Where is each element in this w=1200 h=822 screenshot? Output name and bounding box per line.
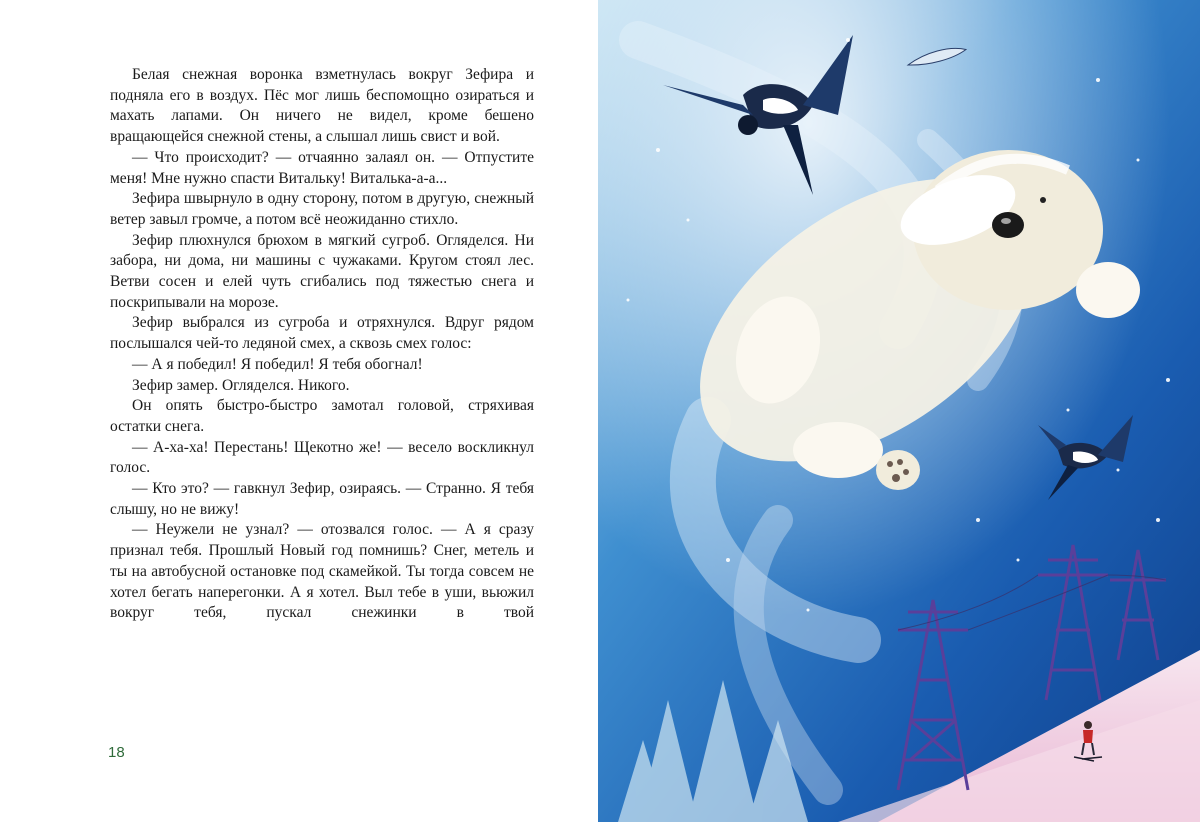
paragraph: — Что происходит? — отчаянно залаял он. — Отпустите меня! Мне нужно спасти Витальку! Виталька-а-а...: [110, 148, 534, 187]
paragraph: Зефира швырнуло в одну сторону, потом в другую, снежный ветер завыл громче, а потом всё неожиданно стихло.: [110, 190, 534, 228]
paragraph: Белая снежная воронка взметнулась вокруг Зефира и подняла его в воздух. Пёс мог лишь беспомощно озираться и махать лапами. Он ничего не видел, кроме бешено вращающейся снежной стены, а слышал лишь свист и вой.: [110, 66, 534, 146]
paragraph: — Кто это? — гавкнул Зефир, озираясь. — Странно. Я тебя слышу, но не вижу!: [110, 480, 534, 518]
paragraph: Зефир замер. Огляделся. Никого.: [132, 376, 350, 394]
paragraph: Зефир выбрался из сугроба и отряхнулся. Вдруг рядом послышался чей-то ледяной смех, а сквозь смех голос:: [110, 314, 534, 353]
paragraph: — А-ха-ха! Перестань! Щекотно же! — весело воскликнул голос.: [110, 438, 534, 477]
paragraph: Он опять быстро-быстро замотал головой, стряхивая остатки снега.: [110, 397, 534, 435]
paragraph: Зефир плюхнулся брюхом в мягкий сугроб. Огляделся. Ни забора, ни дома, ни машины с чужаками. Кругом стоял лес. Ветви сосен и елей чуть сгибались под тяжестью снега и поскрипывали на морозе.: [110, 231, 534, 311]
paragraph: — Неужели не узнал? — отозвался голос. — А я сразу признал тебя. Прошлый Новый год помнишь? Снег, метель и ты на автобусной остановке под скамейкой. Ты тогда совсем не хотел бегать наперегонки. А я хотел. Выл тебе в уши, вьюжил вокруг тебя, пускал снежинки в твой: [110, 521, 534, 622]
story-text: [110, 65, 534, 624]
paragraph: — А я победил! Я победил! Я тебя обогнал!: [132, 355, 423, 373]
page-number: 18: [108, 744, 125, 761]
illustration-snowstorm: [598, 0, 1200, 822]
